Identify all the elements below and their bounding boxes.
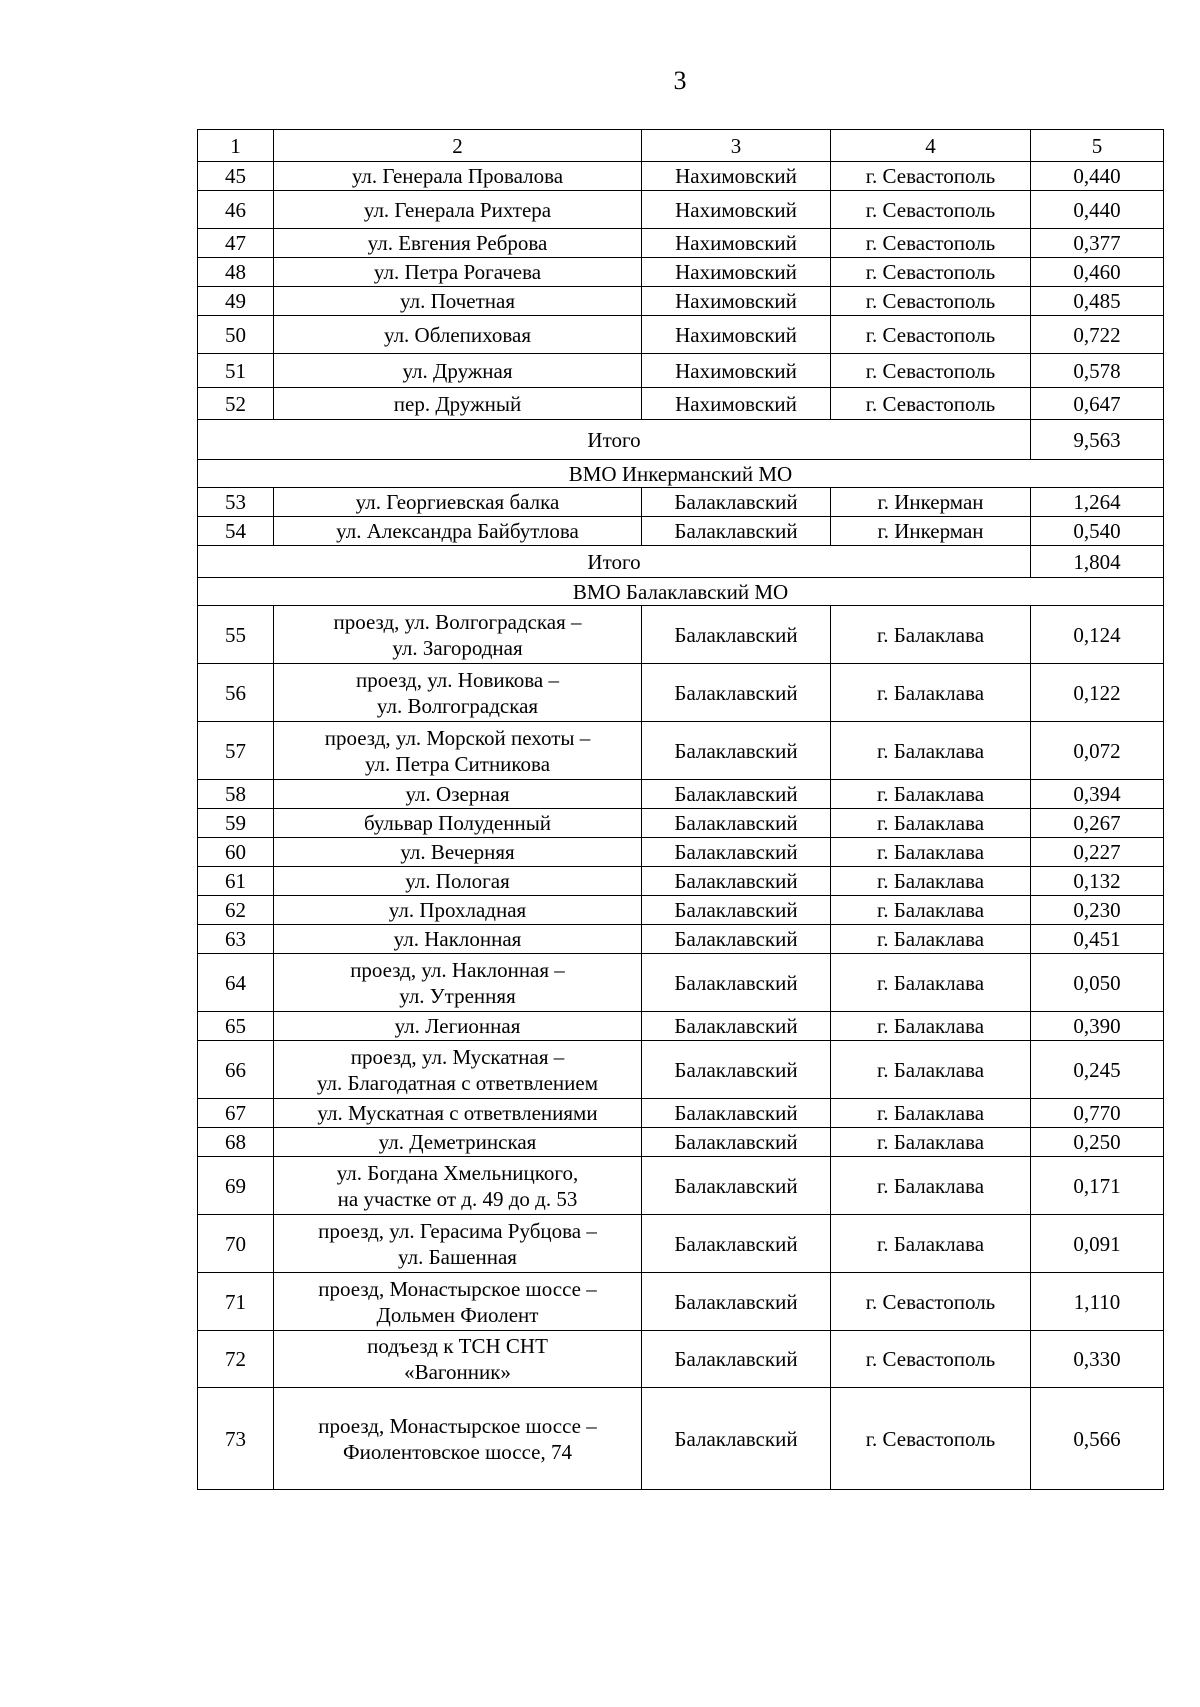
city-name: г. Балаклава [831,925,1031,954]
table-row [198,488,1164,517]
city-name: г. Севастополь [831,1273,1031,1331]
street-name: ул. Пологая [274,867,642,896]
road-length: 0,460 [1031,258,1164,287]
street-name: ул. Георгиевская балка [274,488,642,517]
city-name: г. Балаклава [831,809,1031,838]
city-name: г. Севастополь [831,1331,1031,1388]
road-length: 0,122 [1031,664,1164,722]
city-name: г. Инкерман [831,488,1031,517]
table-row [198,388,1164,420]
city-name: г. Балаклава [831,1099,1031,1128]
district-name: Нахимовский [642,258,831,287]
district-name: Балаклавский [642,838,831,867]
city-name: г. Инкерман [831,517,1031,546]
road-length: 1,264 [1031,488,1164,517]
roads-table-body [198,130,1164,1490]
street-name: ул. Вечерняя [274,838,642,867]
row-number: 45 [198,162,274,191]
district-name: Нахимовский [642,316,831,354]
table-row [198,287,1164,316]
city-name: г. Балаклава [831,780,1031,809]
road-length: 0,485 [1031,287,1164,316]
row-number: 46 [198,191,274,229]
city-name: г. Севастополь [831,258,1031,287]
street-name: ул. Мускатная с ответвлениями [274,1099,642,1128]
district-name: Нахимовский [642,287,831,316]
page-number: 3 [673,66,687,95]
road-length: 0,230 [1031,896,1164,925]
road-length: 0,578 [1031,354,1164,388]
road-length: 0,124 [1031,606,1164,664]
road-length: 0,245 [1031,1041,1164,1099]
row-number: 69 [198,1157,274,1215]
street-name: ул. Прохладная [274,896,642,925]
district-name: Балаклавский [642,1012,831,1041]
road-length: 0,267 [1031,809,1164,838]
column-number: 3 [642,130,831,162]
district-name: Нахимовский [642,191,831,229]
row-number: 61 [198,867,274,896]
table-row [198,354,1164,388]
road-length: 0,440 [1031,162,1164,191]
district-name: Балаклавский [642,1128,831,1157]
district-name: Балаклавский [642,1099,831,1128]
street-name: проезд, Монастырское шоссе – Фиолентовское шоссе, 74 [274,1388,642,1490]
row-number: 67 [198,1099,274,1128]
table-row [198,664,1164,722]
street-name: проезд, ул. Мускатная – ул. Благодатная с ответвлением [274,1041,642,1099]
city-name: г. Балаклава [831,1012,1031,1041]
district-name: Балаклавский [642,664,831,722]
city-name: г. Севастополь [831,354,1031,388]
table-row [198,809,1164,838]
row-number: 55 [198,606,274,664]
row-number: 50 [198,316,274,354]
table-row [198,722,1164,780]
street-name: пер. Дружный [274,388,642,420]
district-name: Балаклавский [642,1273,831,1331]
total-label: Итого [198,420,1031,460]
road-length: 1,110 [1031,1273,1164,1331]
table-row [198,1273,1164,1331]
table-row [198,896,1164,925]
table-row [198,867,1164,896]
district-name: Балаклавский [642,1215,831,1273]
street-name: ул. Генерала Рихтера [274,191,642,229]
section-row [198,460,1164,488]
table-row [198,1215,1164,1273]
street-name: ул. Александра Байбутлова [274,517,642,546]
column-number-row [198,130,1164,162]
city-name: г. Балаклава [831,838,1031,867]
table-row [198,1012,1164,1041]
road-length: 0,770 [1031,1099,1164,1128]
table-row [198,1128,1164,1157]
district-name: Нахимовский [642,388,831,420]
row-number: 68 [198,1128,274,1157]
table-row [198,606,1164,664]
road-length: 0,050 [1031,954,1164,1012]
road-length: 0,132 [1031,867,1164,896]
street-name: ул. Облепиховая [274,316,642,354]
district-name: Балаклавский [642,867,831,896]
row-number: 60 [198,838,274,867]
table-row [198,1157,1164,1215]
city-name: г. Севастополь [831,1388,1031,1490]
road-length: 0,390 [1031,1012,1164,1041]
street-name: проезд, ул. Герасима Рубцова – ул. Башенная [274,1215,642,1273]
row-number: 52 [198,388,274,420]
table-row [198,838,1164,867]
table-row [198,780,1164,809]
district-name: Балаклавский [642,925,831,954]
street-name: ул. Почетная [274,287,642,316]
road-length: 0,171 [1031,1157,1164,1215]
section-title: ВМО Балаклавский МО [198,578,1164,606]
table-row [198,1388,1164,1490]
street-name: ул. Наклонная [274,925,642,954]
city-name: г. Балаклава [831,867,1031,896]
street-name: ул. Богдана Хмельницкого, на участке от д. 49 до д. 53 [274,1157,642,1215]
city-name: г. Балаклава [831,954,1031,1012]
road-length: 0,227 [1031,838,1164,867]
row-number: 51 [198,354,274,388]
row-number: 56 [198,664,274,722]
city-name: г. Балаклава [831,606,1031,664]
city-name: г. Балаклава [831,1041,1031,1099]
total-row [198,420,1164,460]
district-name: Балаклавский [642,722,831,780]
district-name: Балаклавский [642,954,831,1012]
row-number: 73 [198,1388,274,1490]
row-number: 49 [198,287,274,316]
row-number: 54 [198,517,274,546]
district-name: Балаклавский [642,780,831,809]
street-name: ул. Озерная [274,780,642,809]
street-name: проезд, Монастырское шоссе – Дольмен Фиолент [274,1273,642,1331]
row-number: 58 [198,780,274,809]
row-number: 63 [198,925,274,954]
street-name: проезд, ул. Наклонная – ул. Утренняя [274,954,642,1012]
road-length: 0,451 [1031,925,1164,954]
district-name: Балаклавский [642,1157,831,1215]
table-row [198,954,1164,1012]
row-number: 57 [198,722,274,780]
street-name: ул. Генерала Провалова [274,162,642,191]
row-number: 47 [198,229,274,258]
district-name: Нахимовский [642,229,831,258]
road-length: 0,566 [1031,1388,1164,1490]
row-number: 59 [198,809,274,838]
table-row [198,1331,1164,1388]
street-name: ул. Евгения Реброва [274,229,642,258]
row-number: 48 [198,258,274,287]
city-name: г. Балаклава [831,896,1031,925]
column-number: 4 [831,130,1031,162]
city-name: г. Балаклава [831,1128,1031,1157]
street-name: проезд, ул. Морской пехоты – ул. Петра Ситникова [274,722,642,780]
section-row [198,578,1164,606]
city-name: г. Балаклава [831,1157,1031,1215]
city-name: г. Севастополь [831,191,1031,229]
column-number: 1 [198,130,274,162]
row-number: 62 [198,896,274,925]
city-name: г. Балаклава [831,722,1031,780]
street-name: проезд, ул. Новикова – ул. Волгоградская [274,664,642,722]
city-name: г. Севастополь [831,162,1031,191]
road-length: 0,072 [1031,722,1164,780]
table-row [198,229,1164,258]
road-length: 0,540 [1031,517,1164,546]
road-length: 0,440 [1031,191,1164,229]
total-row [198,546,1164,578]
row-number: 72 [198,1331,274,1388]
district-name: Балаклавский [642,606,831,664]
district-name: Нахимовский [642,354,831,388]
total-value: 9,563 [1031,420,1164,460]
street-name: ул. Петра Рогачева [274,258,642,287]
table-row [198,316,1164,354]
roads-table [197,129,1164,1490]
section-title: ВМО Инкерманский МО [198,460,1164,488]
table-row [198,925,1164,954]
street-name: подъезд к ТСН СНТ «Вагонник» [274,1331,642,1388]
row-number: 65 [198,1012,274,1041]
row-number: 53 [198,488,274,517]
road-length: 0,394 [1031,780,1164,809]
street-name: бульвар Полуденный [274,809,642,838]
table-row [198,258,1164,287]
district-name: Балаклавский [642,517,831,546]
city-name: г. Севастополь [831,388,1031,420]
table-row [198,517,1164,546]
row-number: 71 [198,1273,274,1331]
column-number: 5 [1031,130,1164,162]
street-name: ул. Дружная [274,354,642,388]
city-name: г. Балаклава [831,664,1031,722]
road-length: 0,647 [1031,388,1164,420]
city-name: г. Севастополь [831,316,1031,354]
district-name: Балаклавский [642,488,831,517]
district-name: Балаклавский [642,809,831,838]
city-name: г. Севастополь [831,287,1031,316]
road-length: 0,091 [1031,1215,1164,1273]
street-name: проезд, ул. Волгоградская – ул. Загородная [274,606,642,664]
district-name: Балаклавский [642,1331,831,1388]
table-row [198,1099,1164,1128]
road-length: 0,377 [1031,229,1164,258]
row-number: 66 [198,1041,274,1099]
district-name: Балаклавский [642,1388,831,1490]
total-label: Итого [198,546,1031,578]
road-length: 0,722 [1031,316,1164,354]
row-number: 70 [198,1215,274,1273]
street-name: ул. Деметринская [274,1128,642,1157]
city-name: г. Балаклава [831,1215,1031,1273]
table-row [198,162,1164,191]
table-row [198,191,1164,229]
city-name: г. Севастополь [831,229,1031,258]
road-length: 0,330 [1031,1331,1164,1388]
district-name: Балаклавский [642,896,831,925]
total-value: 1,804 [1031,546,1164,578]
district-name: Нахимовский [642,162,831,191]
row-number: 64 [198,954,274,1012]
road-length: 0,250 [1031,1128,1164,1157]
street-name: ул. Легионная [274,1012,642,1041]
table-row [198,1041,1164,1099]
column-number: 2 [274,130,642,162]
district-name: Балаклавский [642,1041,831,1099]
